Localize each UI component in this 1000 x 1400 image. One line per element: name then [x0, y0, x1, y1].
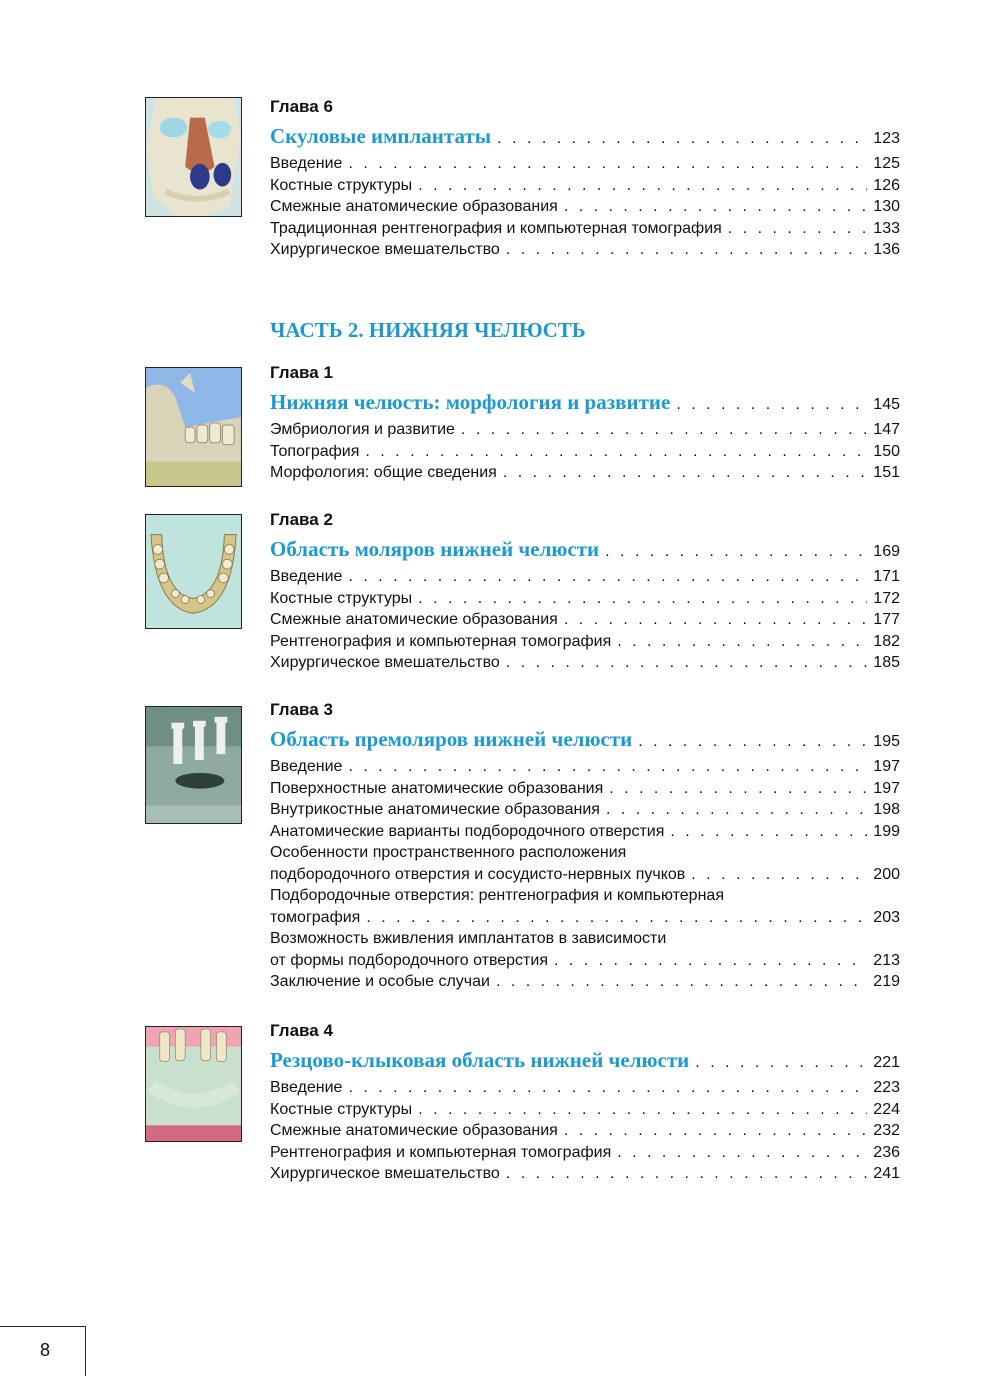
- leader-dots: [348, 566, 867, 588]
- page-ref: 133: [873, 219, 900, 237]
- entry-text[interactable]: Поверхностные анатомические образования: [270, 779, 604, 797]
- leader-dots: [418, 1099, 867, 1121]
- leader-dots: [506, 239, 867, 261]
- page-ref: 145: [873, 396, 900, 413]
- leader-dots: [728, 218, 868, 240]
- toc-entry[interactable]: [270, 971, 900, 993]
- leader-dots: [676, 391, 867, 419]
- leader-dots: [606, 799, 867, 821]
- xray-implants-image: [145, 706, 242, 824]
- entry-text[interactable]: Введение: [270, 568, 343, 585]
- part-title: ЧАСТЬ 2. НИЖНЯЯ ЧЕЛЮСТЬ: [270, 318, 586, 342]
- toc-entry[interactable]: [270, 1142, 900, 1164]
- toc-entry[interactable]: [270, 218, 900, 240]
- entry-text[interactable]: подбородочного отверстия и сосудисто-нервных пучков: [270, 865, 686, 883]
- chapter-block: [270, 509, 900, 674]
- skull-zygoma-image: [145, 97, 242, 217]
- entry-text[interactable]: Традиционная рентгенография и компьютерная томография: [270, 219, 722, 237]
- chapter-label: Глава 2: [270, 510, 333, 529]
- entry-text[interactable]: Рентгенография и компьютерная томография: [270, 1143, 612, 1161]
- entry-text[interactable]: Костные структуры: [270, 589, 413, 607]
- page-ref: 199: [873, 822, 900, 840]
- toc-entry[interactable]: [270, 778, 900, 800]
- page-ref: 147: [873, 421, 900, 438]
- entry-text[interactable]: Смежные анатомические образования: [270, 198, 558, 215]
- toc-entry[interactable]: [270, 196, 900, 218]
- toc-entry[interactable]: [270, 588, 900, 610]
- entry-text[interactable]: Эмбриология и развитие: [270, 421, 455, 438]
- entry-text[interactable]: Введение: [270, 155, 343, 172]
- entry-text[interactable]: Анатомические варианты подбородочного отверстия: [270, 822, 665, 840]
- page-ref: 125: [873, 155, 900, 172]
- page-ref: 203: [873, 908, 900, 926]
- page-ref: 224: [873, 1100, 900, 1118]
- toc-entry[interactable]: [270, 821, 900, 843]
- page-ref: 200: [873, 865, 900, 883]
- toc-entry-multiline[interactable]: [270, 885, 900, 928]
- leader-dots: [609, 778, 867, 800]
- page-ref: 136: [873, 241, 900, 258]
- entry-text[interactable]: Введение: [270, 1079, 343, 1096]
- leader-dots: [564, 1120, 867, 1142]
- entry-text[interactable]: Топография: [270, 442, 360, 460]
- entry-text[interactable]: томография: [270, 908, 361, 926]
- chapter-block: [270, 362, 900, 484]
- leader-dots: [554, 950, 867, 972]
- leader-dots: [418, 175, 867, 197]
- chapter-title[interactable]: Скуловые имплантаты: [270, 124, 492, 148]
- leader-dots: [506, 1163, 867, 1185]
- leader-dots: [461, 419, 867, 441]
- page-ref: 172: [873, 589, 900, 607]
- toc-entry[interactable]: [270, 239, 900, 261]
- toc-entry[interactable]: [270, 441, 900, 463]
- toc-entry[interactable]: [270, 756, 900, 778]
- entry-text[interactable]: от формы подбородочного отверстия: [270, 951, 548, 969]
- entry-text-line1[interactable]: Возможность вживления имплантатов в зависимости: [270, 930, 667, 947]
- toc-entry[interactable]: [270, 1077, 900, 1099]
- toc-entry[interactable]: [270, 1120, 900, 1142]
- page-ref: 223: [873, 1079, 900, 1096]
- page-ref: 198: [873, 801, 900, 818]
- entry-text[interactable]: Смежные анатомические образования: [270, 611, 558, 628]
- chapter-label: Глава 1: [270, 363, 333, 382]
- page-ref: 150: [873, 442, 900, 460]
- toc-entry[interactable]: [270, 566, 900, 588]
- toc-entry[interactable]: [270, 609, 900, 631]
- entry-text[interactable]: Костные структуры: [270, 1100, 413, 1118]
- mandible-side-image: [145, 367, 242, 487]
- page-ref: 219: [873, 973, 900, 990]
- entry-text[interactable]: Рентгенография и компьютерная томография: [270, 632, 612, 650]
- chapter-title-entry[interactable]: [270, 122, 900, 153]
- toc-entry-multiline[interactable]: [270, 928, 900, 971]
- chapter-title-entry[interactable]: [270, 725, 900, 756]
- page-ref: 221: [873, 1054, 900, 1071]
- leader-dots: [365, 441, 867, 463]
- leader-dots: [564, 196, 867, 218]
- chapter-title[interactable]: Область моляров нижней челюсти: [270, 537, 600, 561]
- entry-text[interactable]: Смежные анатомические образования: [270, 1122, 558, 1139]
- page-ref: 171: [873, 568, 900, 585]
- chapter-label: Глава 6: [270, 97, 333, 116]
- leader-dots: [348, 153, 867, 175]
- page-ref: 236: [873, 1143, 900, 1161]
- entry-text[interactable]: Хирургическое вмешательство: [270, 1165, 500, 1182]
- toc-entry[interactable]: [270, 153, 900, 175]
- leader-dots: [670, 821, 867, 843]
- entry-text[interactable]: Хирургическое вмешательство: [270, 654, 500, 671]
- entry-text[interactable]: Внутрикостные анатомические образования: [270, 801, 600, 818]
- entry-text[interactable]: Костные структуры: [270, 176, 413, 194]
- leader-dots: [605, 538, 867, 566]
- chapter-block: [270, 96, 900, 261]
- leader-dots: [617, 1142, 867, 1164]
- toc-entry[interactable]: [270, 799, 900, 821]
- chapter-title[interactable]: Резцово-клыковая область нижней челюсти: [270, 1048, 690, 1072]
- leader-dots: [638, 728, 867, 756]
- page-ref: 169: [873, 543, 900, 560]
- entry-text[interactable]: Введение: [270, 758, 343, 775]
- leader-dots: [366, 907, 867, 929]
- toc-entry[interactable]: [270, 462, 900, 484]
- page-ref: 241: [873, 1165, 900, 1182]
- leader-dots: [348, 756, 867, 778]
- entry-text[interactable]: Хирургическое вмешательство: [270, 241, 500, 258]
- leader-dots: [497, 125, 867, 153]
- page-ref: 185: [873, 654, 900, 671]
- page-ref: 195: [873, 733, 900, 750]
- chapter-title-entry[interactable]: [270, 388, 900, 419]
- entry-text[interactable]: Морфология: общие сведения: [270, 464, 497, 481]
- toc-entry-multiline[interactable]: [270, 842, 900, 885]
- chapter-title-entry[interactable]: [270, 535, 900, 566]
- chapter-title[interactable]: Нижняя челюсть: морфология и развитие: [270, 390, 671, 414]
- page-ref: 151: [873, 464, 900, 481]
- page-ref: 126: [873, 176, 900, 194]
- entry-text-line1[interactable]: Особенности пространственного расположения: [270, 844, 627, 861]
- leader-dots: [503, 462, 867, 484]
- entry-text[interactable]: Заключение и особые случаи: [270, 973, 490, 990]
- page-ref: 123: [873, 130, 900, 147]
- toc-entry[interactable]: [270, 419, 900, 441]
- toc-entry[interactable]: [270, 652, 900, 674]
- chapter-label: Глава 3: [270, 700, 333, 719]
- page-ref: 213: [873, 951, 900, 969]
- page-number: 8: [40, 1340, 51, 1360]
- page-ref: 232: [873, 1122, 900, 1139]
- leader-dots: [695, 1049, 867, 1077]
- toc-entry[interactable]: [270, 1163, 900, 1185]
- leader-dots: [617, 631, 867, 653]
- toc-entry[interactable]: [270, 175, 900, 197]
- leader-dots: [348, 1077, 867, 1099]
- toc-entry[interactable]: [270, 631, 900, 653]
- chapter-title[interactable]: Область премоляров нижней челюсти: [270, 727, 633, 751]
- page-ref: 197: [873, 779, 900, 797]
- page-ref: 130: [873, 198, 900, 215]
- chapter-block: [270, 1020, 900, 1185]
- chapter-label: Глава 4: [270, 1021, 333, 1040]
- leader-dots: [564, 609, 867, 631]
- chapter-block: [270, 699, 900, 993]
- incisor-model-image: [145, 1026, 242, 1142]
- toc-entry[interactable]: [270, 1099, 900, 1121]
- page-ref: 182: [873, 632, 900, 650]
- leader-dots: [418, 588, 867, 610]
- leader-dots: [496, 971, 867, 993]
- page-ref: 197: [873, 758, 900, 775]
- mandible-arch-image: [145, 514, 242, 629]
- entry-text-line1[interactable]: Подбородочные отверстия: рентгенография и компьютерная: [270, 887, 724, 904]
- leader-dots: [506, 652, 867, 674]
- leader-dots: [691, 864, 867, 886]
- page-ref: 177: [873, 611, 900, 628]
- chapter-title-entry[interactable]: [270, 1046, 900, 1077]
